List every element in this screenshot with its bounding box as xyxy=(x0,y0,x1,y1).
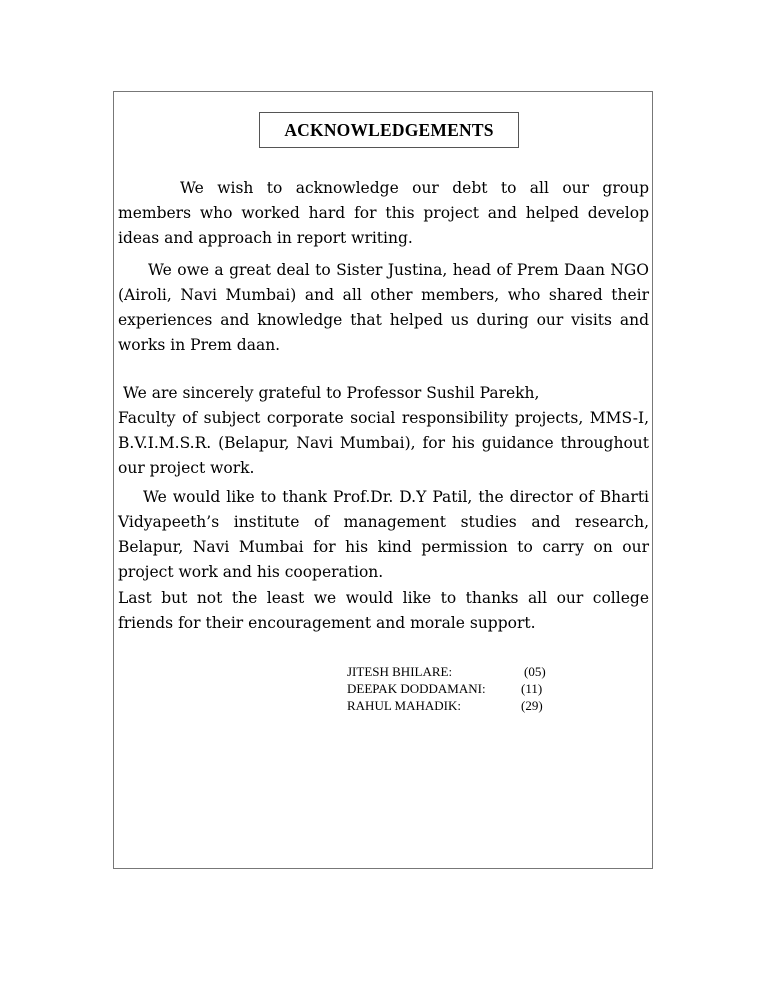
signatory-row xyxy=(347,697,564,714)
professor-thanks-intro: We are sincerely grateful to Professor Sushil Parekh, xyxy=(123,384,540,402)
paragraph-ngo-thanks: We owe a great deal to Sister Justina, head of Prem Daan NGO (Airoli, Navi Mumbai) and all other members, who shared their experiences and knowledge that helped us during our visits and works in Prem daan. xyxy=(118,261,649,354)
page-title xyxy=(259,112,519,148)
signatory-name: JITESH BHILARE: xyxy=(347,664,453,679)
paragraph-professor-thanks xyxy=(118,381,649,481)
paragraph-friends-thanks: Last but not the least we would like to thanks all our college friends for their encouragement and morale support. xyxy=(118,589,649,632)
signatory-roll: (05) xyxy=(524,664,546,679)
signatory-list xyxy=(347,663,564,714)
paragraph-group-thanks: We wish to acknowledge our debt to all our group members who worked hard for this project and helped develop ideas and approach in report writing. xyxy=(118,179,649,247)
page-title-text: ACKNOWLEDGEMENTS xyxy=(284,119,494,140)
signatory-name: RAHUL MAHADIK: xyxy=(347,698,461,713)
paragraph-director-thanks: We would like to thank Prof.Dr. D.Y Patil, the director of Bharti Vidyapeeth’s institute of management studies and research, Belapur, Navi Mumbai for his kind permission to carry on our project work and his cooperation. xyxy=(118,488,649,581)
signatory-row xyxy=(347,680,564,697)
signatory-roll: (11) xyxy=(521,681,543,696)
signatory-name: DEEPAK DODDAMANI: xyxy=(347,681,486,696)
signatory-row xyxy=(347,663,564,680)
professor-thanks-body: Faculty of subject corporate social responsibility projects, MMS-I, B.V.I.M.S.R. (Belapur, Navi Mumbai), for his guidance throughout our project work. xyxy=(118,409,649,477)
signatory-roll: (29) xyxy=(521,698,543,713)
